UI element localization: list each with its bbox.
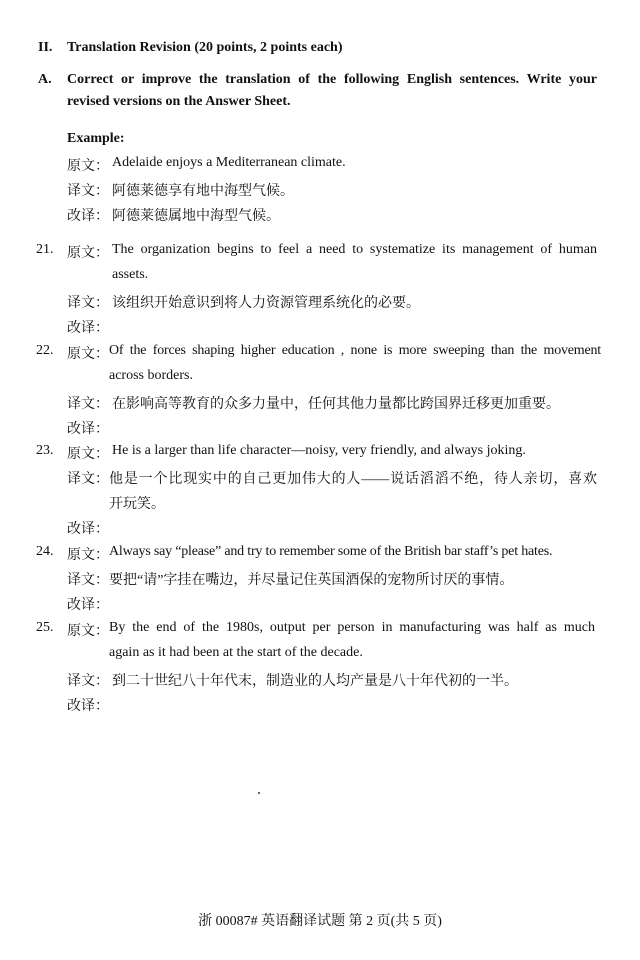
part-a-instruction-line2: revised versions on the Answer Sheet. [67, 94, 291, 109]
item-23-number: 23. [36, 443, 54, 458]
example-translation-text: 阿德莱德享有地中海型气候。 [112, 184, 294, 199]
item-24-original-line1: Always say “please” and try to remember some of the British bar staff’s pet hates. [109, 544, 553, 559]
item-22-original-line2: across borders. [109, 368, 193, 383]
item-24-number: 24. [36, 544, 54, 559]
example-translation-label: 译文： [67, 184, 109, 199]
item-25-original-line2: again as it had been at the start of the decade. [109, 645, 363, 660]
part-a-letter: A. [38, 72, 52, 87]
example-heading: Example: [67, 131, 125, 146]
item-24-original-label: 原文： [67, 548, 109, 563]
page-footer: 浙 00087# 英语翻译试题 第 2 页(共 5 页) [198, 914, 442, 929]
item-22-original-line1: Of the forces shaping higher education , none is more sweeping than the movement [109, 343, 601, 358]
example-revision-label: 改译： [67, 209, 109, 224]
part-a-instruction-line1: Correct or improve the translation of the following English sentences. Write your [67, 72, 597, 87]
stray-dot-mark [258, 792, 260, 794]
item-23-translation-label: 译文： [67, 472, 109, 487]
item-21-translation-text: 该组织开始意识到将人力资源管理系统化的必要。 [112, 296, 420, 311]
example-original-text: Adelaide enjoys a Mediterranean climate. [112, 155, 346, 170]
item-25-translation-text: 到二十世纪八十年代末，制造业的人均产量是八十年代初的一半。 [112, 674, 518, 689]
section-number: II. [38, 40, 53, 55]
item-25-revision-label: 改译： [67, 699, 109, 714]
item-22-revision-label: 改译： [67, 422, 109, 437]
item-21-original-line2: assets. [112, 267, 149, 282]
item-22-translation-text: 在影响高等教育的众多力量中，任何其他力量都比跨国界迁移更加重要。 [112, 397, 560, 412]
item-24-translation-label: 译文： [67, 573, 109, 588]
example-revision-text: 阿德莱德属地中海型气候。 [112, 209, 280, 224]
item-24-translation-text: 要把“请”字挂在嘴边，并尽量记住英国酒保的宠物所讨厌的事情。 [109, 573, 514, 588]
item-25-number: 25. [36, 620, 54, 635]
item-23-original-line1: He is a larger than life character—noisy, very friendly, and always joking. [112, 443, 526, 458]
item-22-number: 22. [36, 343, 54, 358]
item-21-original-line1: The organization begins to feel a need to systematize its management of human [112, 242, 597, 257]
item-22-original-label: 原文： [67, 347, 109, 362]
item-25-original-label: 原文： [67, 624, 109, 639]
item-23-original-label: 原文： [67, 447, 109, 462]
item-23-translation-line2: 开玩笑。 [109, 497, 165, 512]
item-21-translation-label: 译文： [67, 296, 109, 311]
item-21-original-label: 原文： [67, 246, 109, 261]
item-23-translation-line1: 他是一个比现实中的自己更加伟大的人——说话滔滔不绝，待人亲切，喜欢 [109, 472, 597, 487]
item-24-revision-label: 改译： [67, 598, 109, 613]
item-25-translation-label: 译文： [67, 674, 109, 689]
section-title: Translation Revision (20 points, 2 points each) [67, 40, 343, 55]
item-22-translation-label: 译文： [67, 397, 109, 412]
item-21-number: 21. [36, 242, 54, 257]
example-original-label: 原文： [67, 159, 109, 174]
item-23-revision-label: 改译： [67, 522, 109, 537]
item-21-revision-label: 改译： [67, 321, 109, 336]
item-25-original-line1: By the end of the 1980s, output per person in manufacturing was half as much [109, 620, 595, 635]
